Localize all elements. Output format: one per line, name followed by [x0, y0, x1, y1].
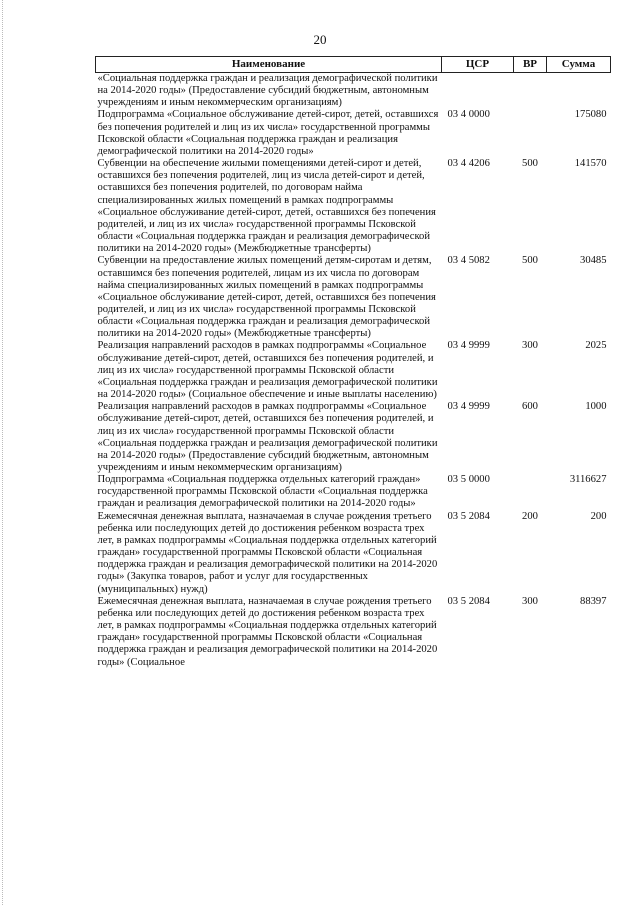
- row-sum: 3116627: [569, 474, 607, 486]
- row-sum: 175080: [574, 109, 607, 121]
- row-sum: 1000: [585, 401, 607, 413]
- row-sum: [547, 73, 611, 110]
- row-name: Ежемесячная денежная выплата, назначаемая в случае рождения третьего ребенка или последующих детей до достижения ребенком возраста трех лет, в рамках подпрограммы «Социальная поддержка отдельных категорий граждан» государственной программы Псковской области «Социальная поддержка граждан и реализация демографической политики на 2014-2020 годы» (Социальное: [97, 595, 438, 668]
- row-csr: 03 4 5082: [447, 255, 490, 267]
- row-vr: [514, 109, 547, 158]
- row-vr: [514, 73, 547, 110]
- header-csr: ЦСР: [442, 57, 514, 73]
- row-sum: 88397: [580, 595, 607, 607]
- row-sum: 200: [590, 510, 607, 522]
- row-vr: 600: [522, 401, 538, 413]
- page-number: 20: [313, 32, 327, 47]
- header-name: Наименование: [96, 57, 442, 73]
- row-csr: 03 4 4206: [447, 158, 490, 170]
- table-row: [96, 73, 611, 110]
- row-vr: 300: [522, 595, 538, 607]
- row-csr: 03 4 9999: [447, 401, 490, 413]
- row-csr: 03 5 2084: [447, 595, 490, 607]
- row-name: Подпрограмма «Социальная поддержка отдельных категорий граждан» государственной программы Псковской области «Социальная поддержка граждан и реализация демографической политики на 2014-2020 годы»: [97, 474, 428, 510]
- row-csr: 03 4 9999: [447, 340, 490, 352]
- row-name: Субвенции на обеспечение жилыми помещениями детей-сирот и детей, оставшихся без попечения родителей, лиц из числа детей-сирот и детей, оставшихся без попечения родителей, по договорам найма специализированных жилых помещений в рамках подпрограммы «Социальное обслуживание детей-сирот, детей, оставшихся без попечения родителей, и лиц из их числа» государственной программы Псковской области «Социальная поддержка граждан и реализация демографической политики на 2014-2020 годы» (Межбюджетные трансферты): [97, 158, 436, 255]
- row-csr: 03 4 0000: [447, 109, 490, 121]
- table-row: [96, 255, 611, 340]
- row-sum: 141570: [574, 158, 607, 170]
- row-csr: [442, 73, 514, 110]
- row-csr: 03 5 2084: [447, 510, 490, 522]
- row-name: Субвенции на предоставление жилых помещений детям-сиротам и детям, оставшимся без попечения родителей, лицам из их числа по договорам найма специализированных жилых помещений в рамках подпрограммы «Социальное обслуживание детей-сирот, детей, оставшихся без попечения родителей, и лиц из их числа» государственной программы Псковской области «Социальная поддержка граждан и реализация демографической политики на 2014-2020 годы» (Межбюджетные трансферты): [97, 255, 436, 340]
- row-name: «Социальная поддержка граждан и реализация демографической политики на 2014-2020 годы» (Предоставление субсидий бюджетным, автономным учреждениям и иным некоммерческим организациям): [97, 73, 438, 109]
- table-row: [96, 109, 611, 158]
- table-row: [96, 511, 611, 596]
- header-vr: ВР: [514, 57, 547, 73]
- row-vr: 200: [522, 510, 538, 522]
- row-vr: 500: [522, 255, 538, 267]
- table-row: [96, 596, 611, 669]
- table-row: [96, 401, 611, 474]
- row-sum: 30485: [580, 255, 607, 267]
- row-name: Реализация направлений расходов в рамках подпрограммы «Социальное обслуживание детей-сирот, детей, оставшихся без попечения родителей, и лиц из их числа» государственной программы Псковской области «Социальная поддержка граждан и реализация демографической политики на 2014-2020 годы» (Социальное обеспечение и иные выплаты населению): [97, 340, 438, 401]
- row-name: Ежемесячная денежная выплата, назначаемая в случае рождения третьего ребенка или последующих детей до достижения ребенком возраста трех лет, в рамках подпрограммы «Социальная поддержка отдельных категорий граждан» государственной программы Псковской области «Социальная поддержка граждан и реализация демографической политики на 2014-2020 годы» (Закупка товаров, работ и услуг для государственных (муниципальных) нужд): [97, 510, 438, 595]
- header-sum: Сумма: [547, 57, 611, 73]
- row-csr: 03 5 0000: [447, 474, 490, 486]
- budget-table: [95, 56, 611, 669]
- row-sum: 2025: [585, 340, 607, 352]
- scan-edge: [2, 0, 4, 905]
- row-vr: 300: [522, 340, 538, 352]
- table-row: [96, 158, 611, 255]
- table-row: [96, 474, 611, 510]
- row-vr: 500: [522, 158, 538, 170]
- row-name: Подпрограмма «Социальное обслуживание детей-сирот, детей, оставшихся без попечения родителей и лиц из их числа» государственной программы Псковской области «Социальная поддержка граждан и реализация демографической политики на 2014-2020 годы»: [97, 109, 439, 157]
- table-row: [96, 340, 611, 401]
- row-vr: [514, 474, 547, 510]
- table-header-row: [96, 57, 611, 73]
- row-name: Реализация направлений расходов в рамках подпрограммы «Социальное обслуживание детей-сирот, детей, оставшихся без попечения родителей, и лиц из их числа» государственной программы Псковской области «Социальная поддержка граждан и реализация демографической политики на 2014-2020 годы» (Предоставление субсидий бюджетным, автономным учреждениям и иным некоммерческим организациям): [97, 401, 438, 473]
